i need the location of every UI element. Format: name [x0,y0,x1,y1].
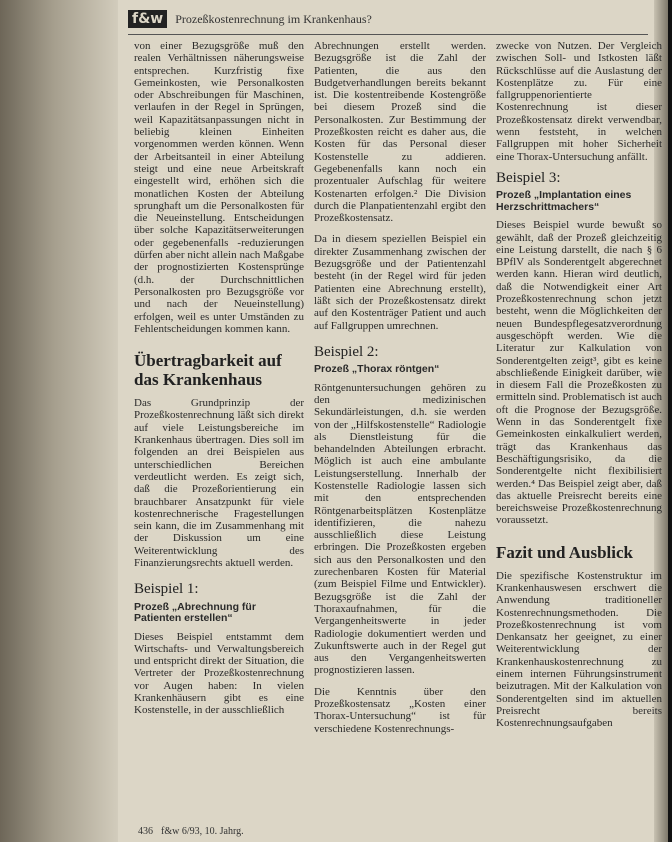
paragraph: Dieses Beispiel entstammt dem Wirtschafts- und Verwaltungsbereich und entspricht direkt der Situation, die Vertreter der Prozeßkostenrechnung vor Augen haben: In vielen Krankenhäusern gibt es eine Kostenstelle, in der ausschließlich [134,630,304,717]
text-column-1 [134,40,304,726]
section-heading: Übertragbarkeit auf das Krankenhaus [134,351,282,390]
process-heading: Prozeß „Implantation eines Herzschrittmachers“ [496,189,632,213]
journal-logo: f&w [128,10,167,28]
paragraph: Dieses Beispiel wurde bewußt so gewählt, daß der Prozeß gleichzeitig eine Leistung darstellt, die nach § 6 BPflV als Sonderentgelt abgerechnet werden kann. Hieran wird deutlich, daß die Notwendigkeit einer Art Prozeßkostenrechnung schon jetzt besteht, wenn die Möglichkeiten der neuen Bundespflegesatzverordnung ausgeschöpft werden. Wie die Literatur zur Kalkulation von Sonderentgelten zeigt³, gibt es keine abschließende Einigkeit darüber, wie in diesem Fall die Prozeßkosten zu ermitteln sind. Problematisch ist auch oft die Prognose der Bezugsgröße. Wenn in das Sonderentgelt fixe Gemeinkosten einkalkuliert werden, trägt das Krankenhaus das Beschäftigungsrisiko, da die Sonderentgelte nicht flexibilisiert werden.⁴ Das Beispiel zeigt aber, daß das aktuelle Preisrecht bereits eine bereichsweise Prozeßkostenrechnung voraussetzt. [496,219,662,527]
text-column-3 [496,40,662,739]
header-rule [128,34,648,35]
page-number: 436 [138,826,153,837]
section-heading: Fazit und Ausblick [496,542,633,562]
example-heading: Beispiel 1: [134,581,199,598]
paragraph: Da in diesem speziellen Beispiel ein direkter Zusammenhang zwischen der Bezugsgröße und der Patientenzahl besteht (in der Regel wird für jeden Patienten eine Abrechnung erstellt), läßt sich der Prozeßkostensatz direkt auf den Kostenträger Patient und auch auf Fallgruppen umrechnen. [314,233,486,332]
issue-info: f&w 6/93, 10. Jahrg. [161,826,244,837]
text-column-2 [314,40,486,744]
paragraph: zwecke von Nutzen. Der Vergleich zwischen Soll- und Istkosten läßt Rückschlüsse auf die Auslastung der Kostenplätze zu. Für eine fallgruppenorientierte Kostenrechnung ist dieser Prozeßkostensatz direkt verwendbar, wenn feststeht, in welchen Fallgruppen mit hoher Sicherheit eine Thorax-Untersuchung anfällt. [496,40,662,163]
paragraph: Die spezifische Kostenstruktur im Krankenhauswesen erschwert die Anwendung traditioneller Kostenrechnungsmethoden. Die Prozeßkostenrechnung ist vom Denkansatz her geeignet, zu einer Weiterentwicklung der Krankenhauskostenrechnung zu einem internen Führungsinstrument beizutragen. Mit der Kalkulation von Sonderentgelten sind im aktuellen Preisrecht bereits Kostenrechnungsaufgaben [496,569,662,730]
paragraph: Röntgenuntersuchungen gehören zu den medizinischen Sekundärleistungen, d.h. sie werden von der „Hilfskostenstelle“ Radiologie als Dienstleistung für die behandelnden Abteilungen erbracht. Möglich ist auch eine ambulante Leistungserstellung. Innerhalb der Kostenstelle Radiologie lassen sich mit den entsprechenden Röntgenarbeitsplätzen Kostenplätze identifizieren, die nahezu ausschließlich diese Leistung erbringen. Die Prozeßkosten ergeben sich aus den Personalkosten und den zurechenbaren Kosten für Material (zum Beispiel Filme und Entwickler). Bezugsgröße ist die Zahl der Thoraxaufnahmen, für die Vergangenheitswerte in jeder Radiologie dokumentiert werden und Zukunftswerte auch in der Regel gut aus den Vergangenheitswerten prognostizieren lassen. [314,381,486,677]
paragraph: Das Grundprinzip der Prozeßkostenrechnung läßt sich direkt auf viele Leistungsbereiche im Krankenhaus übertragen. Dies soll im folgenden an drei Beispielen aus unterschiedlichen Bereichen verdeutlicht werden. Es zeigt sich, daß die Prozeßorientierung ein brauchbarer Ansatzpunkt für viele kostenrechnerische Fragestellungen sein kann, die im Zusammenhang mit der Diskussion um eine Weiterentwicklung des Finanzierungsrechts aktuell werden. [134,397,304,569]
paragraph: Abrechnungen erstellt werden. Bezugsgröße ist die Zahl der Patienten, die aus den Budgetverhandlungen bereits bekannt ist. Die kostentreibende Kostengröße bei diesem Prozeß sind die Personalkosten. Zur Bestimmung der Prozeßkosten reicht es daher aus, die Kosten für das Personal dieser Kostenstelle zu addieren. Gegebenenfalls kann noch ein prozentualer Aufschlag für weitere Kostenarten erfolgen.² Die Division durch die Planpatientenzahl ergibt den Prozeßkostensatz. [314,40,486,225]
paragraph: Die Kenntnis über den Prozeßkostensatz „Kosten einer Thorax-Untersuchung“ ist für verschiedene Kostenrechnungs- [314,685,486,735]
page-header [128,6,648,32]
paragraph: von einer Bezugsgröße muß den realen Verhältnissen näherungsweise entsprechen. Kurzfristig fixe Gemeinkosten, wie Personalkosten oder Abschreibungen für Maschinen, verlaufen in der Regel in Sprüngen, weil Kapazitätsanpassungen nicht in beliebig kleinen Einheiten vorgenommen werden können. Wenn der Arbeitsanteil in einer Abteilung steigt und eine neue Arbeitskraft eingestellt wird, erhöhen sich die monatlichen Kosten der Abteilung sprunghaft um die Personalkosten für die Neueinstellung. Entscheidungen über solche Kapazitätserweiterungen oder gegebenenfalls -reduzierungen dürfen aber nicht allein nach Maßgabe der prognostizierten Kostensprünge (d.h. der Durchschnittlichen Personalkosten pro Bezugsgröße vor und nach der Neueinstellung) erfolgen, weil es unter Umständen zu Fehlentscheidungen kommen kann. [134,40,304,335]
process-heading: Prozeß „Thorax röntgen“ [314,363,440,376]
process-heading: Prozeß „Abrechnung für Patienten erstellen“ [134,600,256,625]
page-footer [138,826,244,837]
example-heading: Beispiel 2: [314,343,379,360]
running-head: Prozeßkostenrechnung im Krankenhaus? [175,11,372,26]
book-spine-shadow [0,0,118,842]
example-heading: Beispiel 3: [496,169,561,186]
